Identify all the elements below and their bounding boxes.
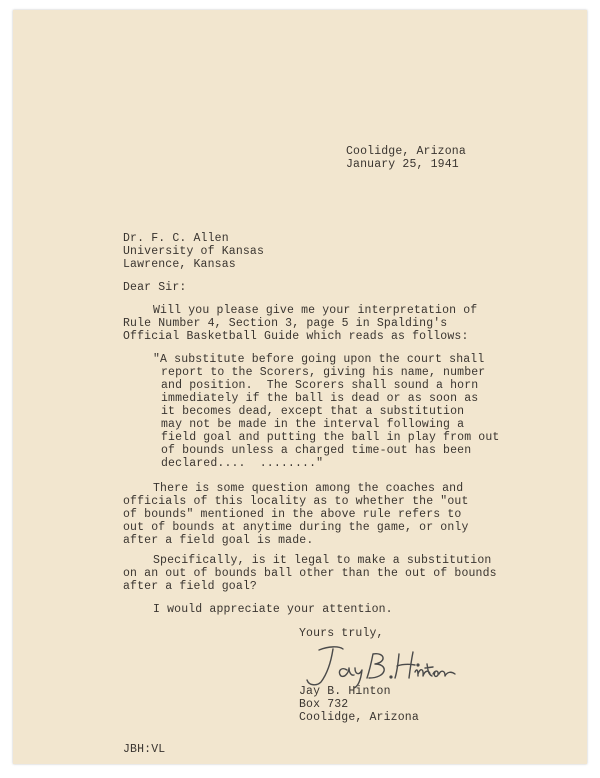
recipient-location: Lawrence, Kansas (123, 258, 236, 271)
letter-page (13, 10, 587, 764)
quote-line: of bounds unless a charged time-out has been (161, 444, 472, 457)
quote-line: declared.... ........" (161, 457, 324, 470)
recipient-institution: University of Kansas (123, 245, 265, 258)
quote-line: it becomes dead, except that a substitution (161, 405, 465, 418)
quote-line: field goal and putting the ball in play from out (161, 431, 500, 444)
paragraph2-line: of bounds" mentioned in the above rule refers to (123, 508, 462, 521)
paragraph2-line: out of bounds at anytime during the game, or only (123, 521, 469, 534)
paragraph2-line: officials of this locality as to whether the "out (123, 495, 469, 508)
quote-line: "A substitute before going upon the court shall (153, 353, 485, 366)
recipient-name: Dr. F. C. Allen (123, 232, 229, 245)
quote-line: and position. The Scorers shall sound a horn (161, 379, 479, 392)
heading-date: January 25, 1941 (346, 158, 459, 171)
paragraph1-line: Official Basketball Guide which reads as follows: (123, 330, 469, 343)
paragraph1-line: Will you please give me your interpretation of (153, 304, 478, 317)
salutation: Dear Sir: (123, 281, 187, 294)
paragraph3-line: Specifically, is it legal to make a substitution (153, 554, 492, 567)
paragraph3-line: on an out of bounds ball other than the out of bounds (123, 567, 497, 580)
sender-box: Box 732 (299, 698, 349, 711)
heading-city: Coolidge, Arizona (346, 145, 466, 158)
paragraph2-line: after a field goal is made. (123, 534, 314, 547)
sender-location: Coolidge, Arizona (299, 711, 419, 724)
handwritten-signature (299, 640, 459, 690)
paragraph2-line: There is some question among the coaches and (153, 482, 464, 495)
quote-line: report to the Scorers, giving his name, number (161, 366, 486, 379)
quote-line: may not be made in the interval following a (161, 418, 465, 431)
sender-name: Jay B. Hinton (299, 685, 391, 698)
paragraph1-line: Rule Number 4, Section 3, page 5 in Spalding's (123, 317, 448, 330)
paragraph3-line: after a field goal? (123, 580, 257, 593)
closing-line: I would appreciate your attention. (153, 603, 393, 616)
complimentary-close: Yours truly, (299, 627, 384, 640)
typist-initials: JBH:VL (123, 743, 166, 756)
quote-line: immediately if the ball is dead or as soon as (161, 392, 479, 405)
